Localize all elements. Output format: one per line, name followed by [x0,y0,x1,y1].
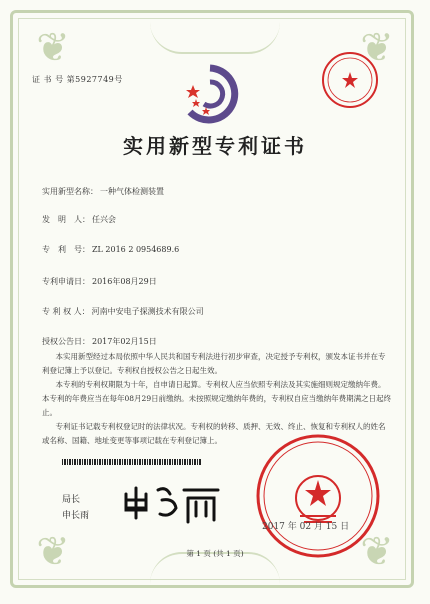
field-value: 任兴会 [92,215,116,224]
certificate-number [32,74,123,85]
field-value: 2016年08月29日 [92,277,157,286]
certificate-number-value: 第5927749号 [66,75,123,84]
patent-office-logo-icon [180,64,240,124]
seal-date: 2017 年 02 月 15 日 [262,522,350,532]
official-seal-icon [254,432,382,560]
body-paragraph: 专利证书记载专利权登记时的法律状况。专利权的转移、质押、无效、终止、恢复和专利权人的姓名或名称、国籍、地址变更等事项记载在专利登记簿上。 [42,422,386,445]
corner-ornament-icon: ❦ [36,25,70,71]
field-value: ZL 2016 2 0954689.6 [92,245,180,254]
certificate-number-label: 证 书 号 [32,75,64,84]
application-date-row [42,276,157,287]
field-label: 发 明 人： [42,215,90,224]
director-title: 局长 [62,495,81,505]
body-paragraph: 本专利的专利权期限为十年，自申请日起算。专利权人应当依照专利法及其实施细则规定缴纳年费。本专利的年费应当在每年08月29日前缴纳。未按照规定缴纳年费的，专利权自应当缴纳年费期满之日起终止。 [42,380,392,417]
small-seal-icon [320,50,380,110]
field-value: 河南中安电子探测技术有限公司 [91,307,204,316]
field-label: 专利申请日： [42,277,90,286]
field-label: 实用新型名称： [42,187,98,196]
corner-ornament-icon: ❦ [360,25,394,71]
field-label: 专 利 号： [42,245,90,254]
barcode [62,459,202,465]
utility-model-name-row [42,186,164,197]
corner-ornament-icon: ❦ [36,529,70,575]
certificate-title: 实用新型专利证书 [123,134,307,158]
grant-date-row [42,336,157,347]
field-label: 授权公告日： [42,337,90,346]
top-ornament [150,22,280,54]
corner-ornament-icon: ❦ [360,529,394,575]
page-footer: 第 1 页 (共 1 页) [186,549,244,558]
director-signature [118,478,228,528]
inventor-row [42,214,116,225]
field-value: 一种气体检测装置 [100,187,164,196]
patentee-row [42,306,204,317]
patent-number-row [42,244,179,255]
body-paragraph: 本实用新型经过本局依照中华人民共和国专利法进行初步审查，决定授予专利权，颁发本证书并在专利登记簿上予以登记。专利权自授权公告之日起生效。 [42,352,386,375]
director-name: 申长雨 [62,511,90,521]
field-label: 专 利 权 人： [42,307,90,316]
field-value: 2017年02月15日 [92,337,157,346]
